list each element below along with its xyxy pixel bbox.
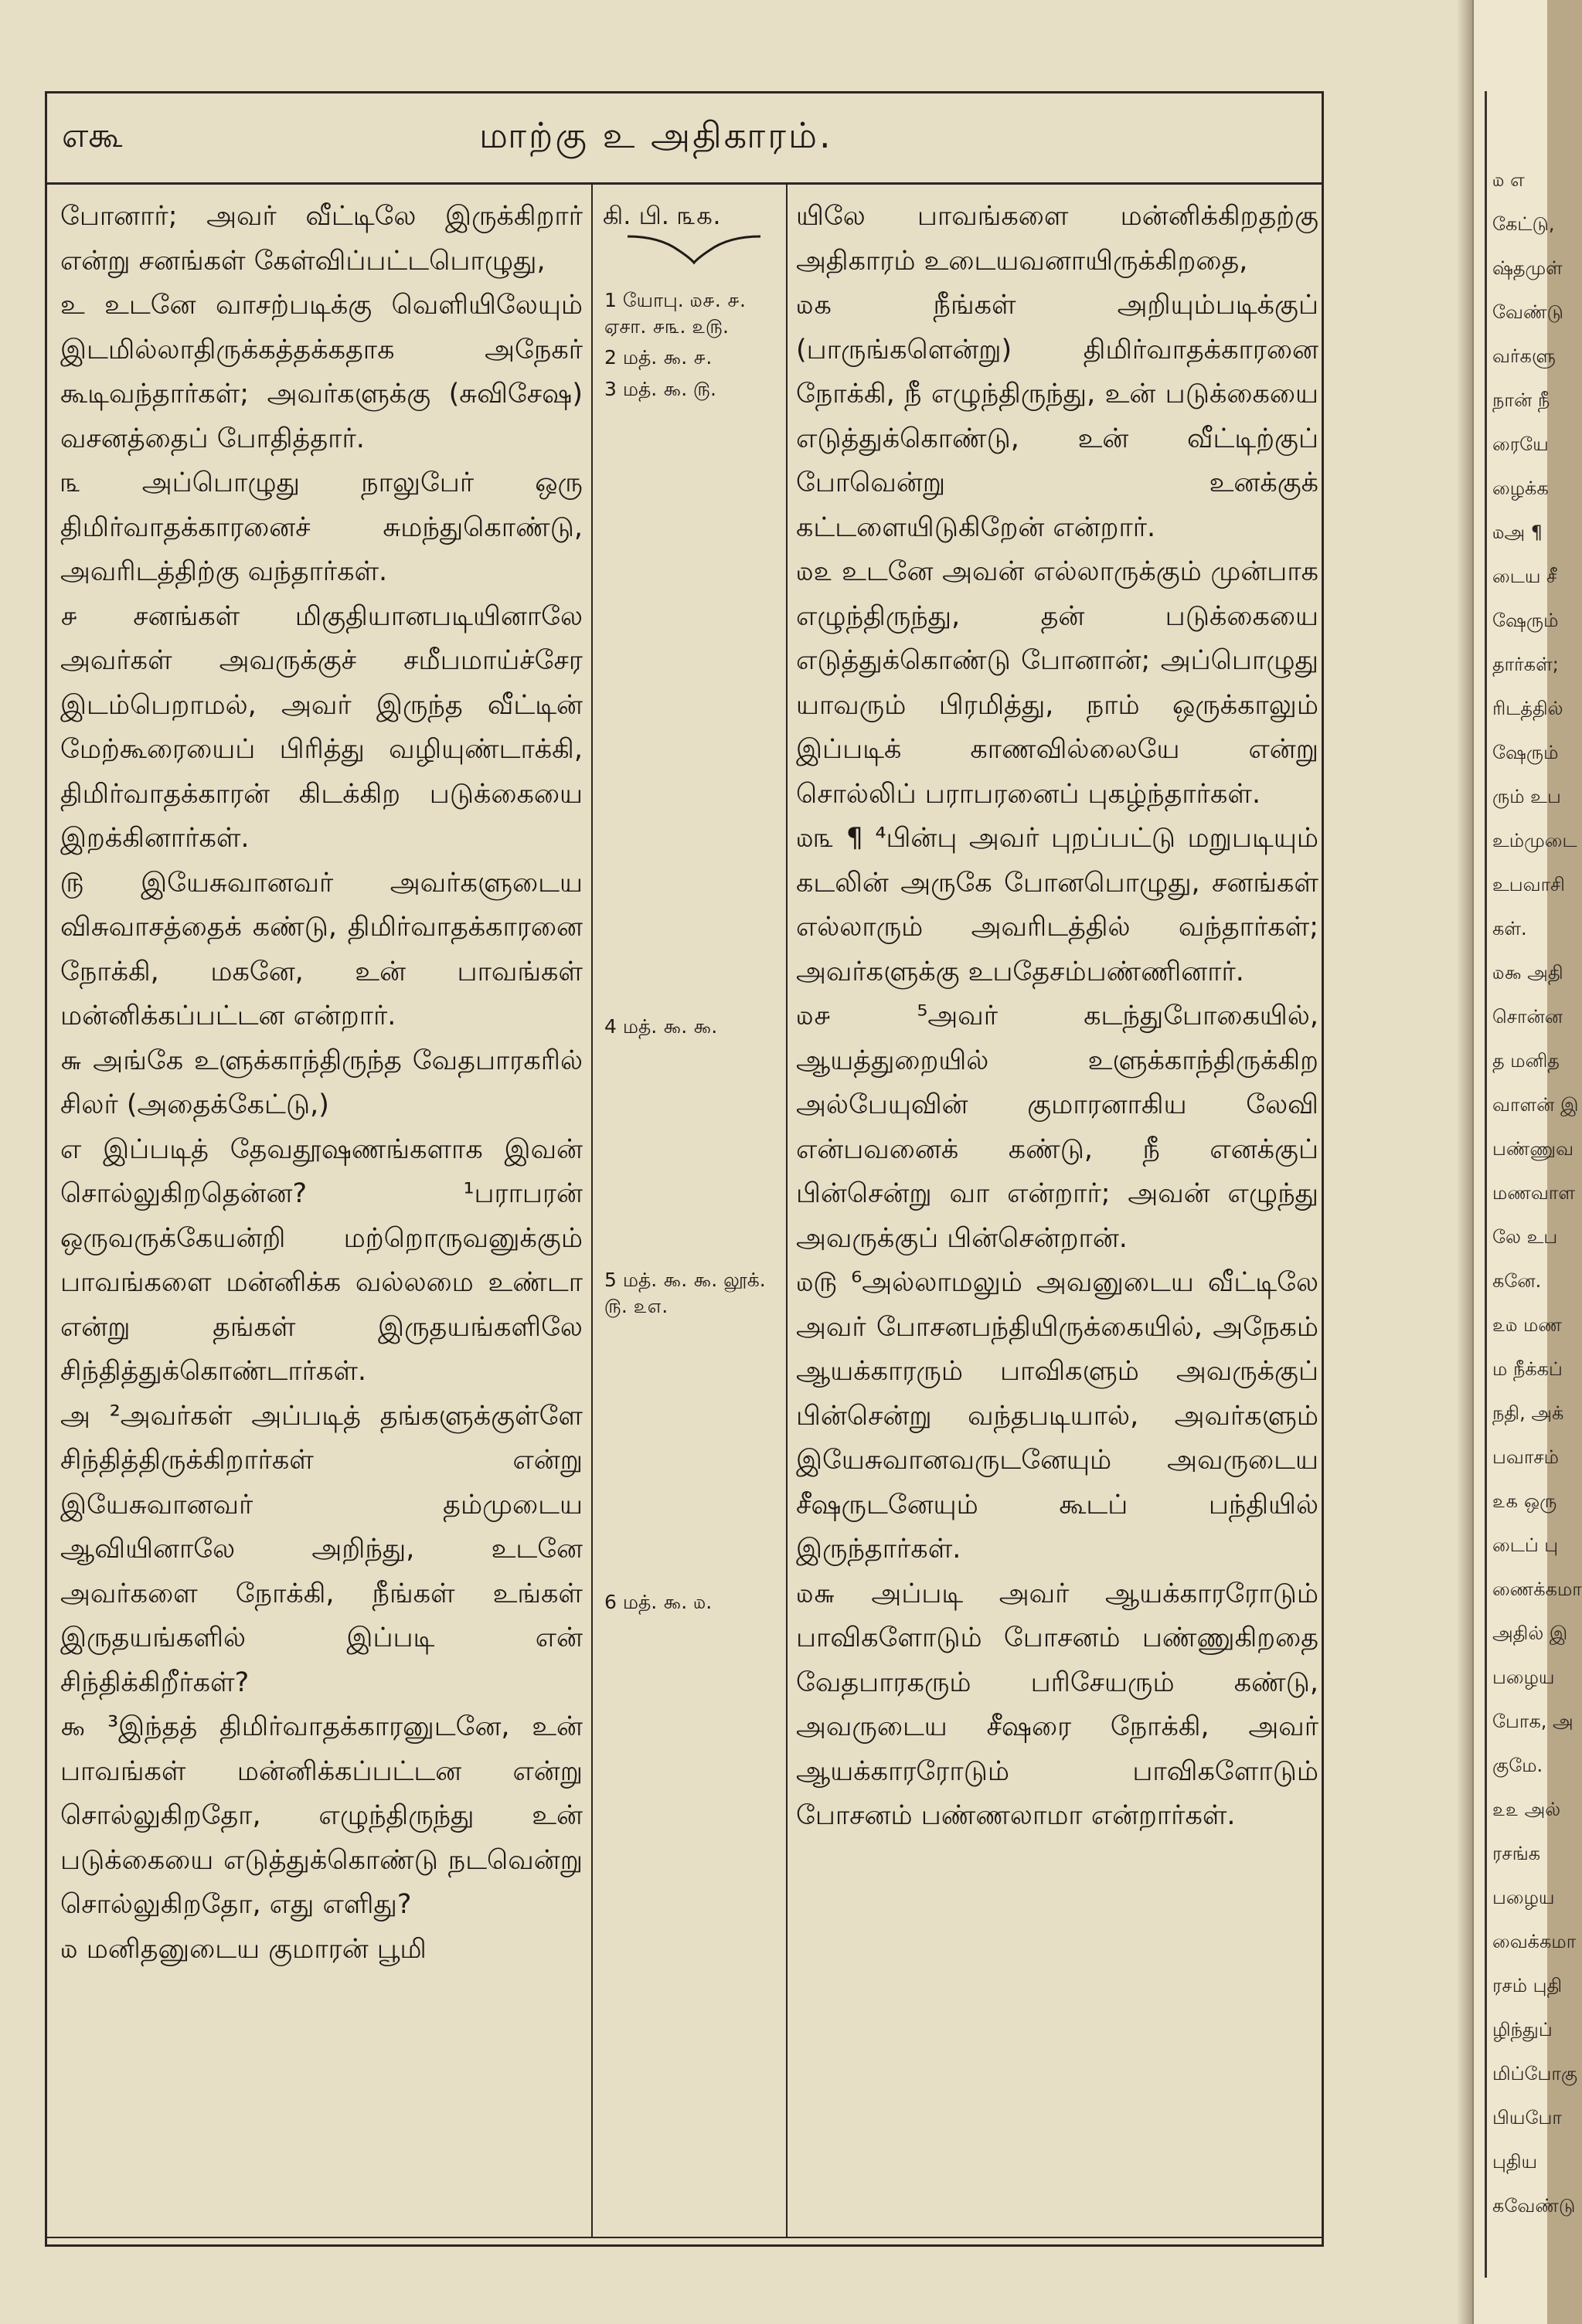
next-page-line: தார்கள்; bbox=[1492, 654, 1559, 675]
next-page-text bbox=[1492, 158, 1582, 2228]
next-page-line: ம நீக்கப் bbox=[1492, 1358, 1563, 1380]
verse-paragraph: ௩ அப்பொழுது நாலுபேர் ஒரு திமிர்வாதக்காரனைச் சுமந்துகொண்டு, அவரிடத்திற்கு வந்தார்கள். bbox=[60, 467, 583, 587]
next-page-line: சொன்ன bbox=[1492, 1006, 1563, 1028]
next-page-line: ௨௰ மண bbox=[1492, 1314, 1562, 1336]
column-rule-right bbox=[786, 182, 788, 2237]
next-page-line: பவாசம் bbox=[1492, 1446, 1559, 1468]
verse-paragraph: எ இப்படித் தேவதூஷணங்களாக இவன் சொல்லுகிறதென்ன? ¹பராபரன் ஒருவருக்கேயன்றி மற்றொருவனுக்கும் பாவங்களை மன்னிக்க வல்லமை உண்டா என்று தங்கள் இருதயங்களிலே சிந்தித்துக்கொண்டார்கள். bbox=[60, 1133, 583, 1387]
next-page-line: ணைக்கமா bbox=[1492, 1578, 1582, 1600]
next-page-line: ௰௯ அதி bbox=[1492, 962, 1563, 984]
header-rule bbox=[45, 182, 1324, 185]
next-page-line: ஷேரும் bbox=[1492, 610, 1559, 631]
next-page-line: கேட்டு, bbox=[1492, 213, 1555, 235]
next-page-edge bbox=[1472, 0, 1582, 2324]
next-page-line: ரும் உப bbox=[1492, 786, 1561, 807]
verse-paragraph: ௰௬ அப்படி அவர் ஆயக்காரரோடும் பாவிகளோடும் போசனம் பண்ணுகிறதை வேதபாரகரும் பரிசேயரும் கண்டு, அவருடைய சீஷரை நோக்கி, அவர் ஆயக்காரரோடும் பாவிகளோடும் போசனம் பண்ணலாமா என்றார்கள். bbox=[796, 1578, 1318, 1831]
verse-paragraph: ௰௩ ¶ ⁴பின்பு அவர் புறப்பட்டு மறுபடியும் கடலின் அருகே போனபொழுது, சனங்கள் எல்லாரும் அவரிடத்தில் வந்தார்கள்; அவர்களுக்கு உபதேசம்பண்ணினார். bbox=[796, 823, 1318, 987]
verse-paragraph: ௫ இயேசுவானவர் அவர்களுடைய விசுவாசத்தைக் கண்டு, திமிர்வாதக்காரனை நோக்கி, மகனே, உன் பாவங்கள் மன்னிக்கப்பட்டன என்றார். bbox=[60, 867, 583, 1031]
next-page-line: நதி, அக் bbox=[1492, 1402, 1564, 1424]
next-page-line: ழைக்க bbox=[1492, 477, 1549, 499]
next-page-line: டைப் பு bbox=[1492, 1534, 1559, 1556]
next-page-line: பழைய bbox=[1492, 1887, 1555, 1908]
next-page-line: ஷ்தமுள் bbox=[1492, 257, 1563, 279]
brace-ornament bbox=[624, 232, 764, 266]
verse-paragraph: ௰௨ உடனே அவன் எல்லாருக்கும் முன்பாக எழுந்திருந்து, தன் படுக்கையை எடுத்துக்கொண்டு போனான்; அப்பொழுது யாவரும் பிரமித்து, நாம் ஒருக்காலும் இப்படிக் காணவில்லையே என்று சொல்லிப் பராபரனைப் புகழ்ந்தார்கள். bbox=[796, 556, 1318, 810]
next-page-line: மிப்போகு bbox=[1492, 2063, 1578, 2084]
next-page-line: உம்முடை bbox=[1492, 830, 1577, 851]
verse-paragraph: ௬ அங்கே உளுக்காந்திருந்த வேதபாரகரில் சிலர் (அதைக்கேட்டு,) bbox=[60, 1045, 583, 1120]
verse-paragraph: போனார்; அவர் வீட்டிலே இருக்கிறார் என்று சனங்கள் கேள்விப்பட்டபொழுது, bbox=[60, 201, 583, 277]
cross-reference: 4 மத். ௯. ௯. bbox=[604, 1015, 718, 1038]
next-page-line: ௰ எ bbox=[1492, 169, 1525, 191]
cross-reference: 3 மத். ௯. ௫. bbox=[604, 378, 716, 400]
next-page-line: டைய சீ bbox=[1492, 566, 1557, 587]
next-page-line: கவேண்டு bbox=[1492, 2195, 1576, 2217]
next-page-line: ழிந்துப் bbox=[1492, 2019, 1553, 2040]
cross-reference: 5 மத். ௯. ௯. லூக். ௫. ௨௭. bbox=[604, 1269, 766, 1317]
page-number: எகூ bbox=[62, 116, 123, 155]
next-page-line: கனே. bbox=[1492, 1270, 1542, 1292]
next-page-line: அதில் இ bbox=[1492, 1622, 1568, 1644]
column-rule-left bbox=[591, 182, 593, 2237]
next-page-line: வைக்கமா bbox=[1492, 1931, 1577, 1952]
next-page-line: பழைய bbox=[1492, 1667, 1555, 1688]
next-page-line: ரசம் புதி bbox=[1492, 1975, 1563, 1996]
verse-paragraph: ௰௪ ⁵அவர் கடந்துபோகையில், ஆயத்துறையில் உளுக்காந்திருக்கிற அல்பேயுவின் குமாரனாகிய லேவி என்பவனைக் கண்டு, நீ எனக்குப் பின்சென்று வா என்றார்; அவன் எழுந்து அவருக்குப் பின்சென்றான். bbox=[796, 1001, 1318, 1254]
next-page-line: உபவாசி bbox=[1492, 874, 1565, 895]
verse-paragraph: ௪ சனங்கள் மிகுதியானபடியினாலே அவர்கள் அவருக்குச் சமீபமாய்ச்சேர இடம்பெறாமல், அவர் இருந்த வீட்டின் மேற்கூரையைப் பிரித்து வழியுண்டாக்கி, திமிர்வாதக்காரன் கிடக்கிற படுக்கையை இறக்கினார்கள். bbox=[60, 600, 583, 854]
next-page-line: குமே. bbox=[1492, 1755, 1543, 1776]
verse-paragraph: அ ²அவர்கள் அப்படித் தங்களுக்குள்ளே சிந்தித்திருக்கிறார்கள் என்று இயேசுவானவர் தம்முடைய ஆவியினாலே அறிந்து, உடனே அவர்களை நோக்கி, நீங்கள் உங்கள் இருதயங்களில் இப்படி என் சிந்திக்கிறீர்கள்? bbox=[60, 1400, 583, 1698]
verse-paragraph: யிலே பாவங்களை மன்னிக்கிறதற்கு அதிகாரம் உடையவனாயிருக்கிறதை, bbox=[796, 201, 1318, 277]
footer-rule bbox=[45, 2237, 1324, 2238]
gutter-shadow bbox=[1457, 0, 1472, 2324]
next-page-line: வேண்டு bbox=[1492, 301, 1563, 323]
next-page-line: வர்களு bbox=[1492, 345, 1556, 367]
next-page-rule bbox=[1485, 91, 1487, 2278]
verse-paragraph: ௰ மனிதனுடைய குமாரன் பூமி bbox=[60, 1933, 427, 1965]
next-page-line: நான் நீ bbox=[1492, 389, 1550, 411]
left-column bbox=[60, 195, 583, 1972]
next-page-line: பியபோ bbox=[1492, 2107, 1562, 2129]
running-title: மாற்கு உ அதிகாரம். bbox=[479, 114, 833, 156]
next-page-line: ௨௨ அல் bbox=[1492, 1799, 1561, 1820]
cross-reference: 2 மத். ௯. ௪. bbox=[604, 346, 713, 369]
next-page-line: த மனித bbox=[1492, 1050, 1560, 1072]
next-page-line: ஷேரும் bbox=[1492, 742, 1559, 763]
next-page-line: ரிடத்தில் bbox=[1492, 698, 1563, 719]
next-page-line: புதிய bbox=[1492, 2151, 1538, 2173]
verse-paragraph: ௰௧ நீங்கள் அறியும்படிக்குப் (பாருங்களென்று) திமிர்வாதக்காரனை நோக்கி, நீ எழுந்திருந்து, உன் படுக்கையை எடுத்துக்கொண்டு, உன் வீட்டிற்குப் போவென்று உனக்குக் கட்டளையிடுகிறேன் என்றார். bbox=[796, 290, 1318, 543]
next-page-line: போக, அ bbox=[1492, 1711, 1573, 1732]
verse-paragraph: ௰௫ ⁶அல்லாமலும் அவனுடைய வீட்டிலே அவர் போசனபந்தியிருக்கையில், அநேகம் ஆயக்காரரும் பாவிகளும் அவருக்குப் பின்சென்று வந்தபடியால், அவர்களும் இயேசுவானவருடனேயும் அவருடைய சீஷருடனேயும் கூடப் பந்தியில் இருந்தார்கள். bbox=[796, 1267, 1318, 1565]
next-page-line: ௰அ ¶ bbox=[1492, 522, 1543, 543]
verse-paragraph: உ உடனே வாசற்படிக்கு வெளியிலேயும் இடமில்லாதிருக்கத்தக்கதாக அநேகர் கூடிவந்தார்கள்; அவர்களுக்கு (சுவிசேஷ) வசனத்தைப் போதித்தார். bbox=[60, 290, 583, 454]
cross-reference: 6 மத். ௯. ௰. bbox=[604, 1591, 713, 1613]
next-page-line: ரையே bbox=[1492, 433, 1549, 455]
next-page-line: பண்ணுவ bbox=[1492, 1138, 1574, 1160]
next-page-line: ௨௧ ஒரு bbox=[1492, 1490, 1557, 1512]
right-column bbox=[796, 195, 1318, 1839]
cross-reference: 1 யோபு. ௰௪. ௪. ஏசா. ௪௩. ௨௫. bbox=[604, 289, 746, 338]
next-page-line: வாளன் இ bbox=[1492, 1094, 1579, 1116]
reference-heading: கி. பி. ௩௧. bbox=[603, 201, 721, 230]
next-page-line: கள். bbox=[1492, 918, 1527, 939]
next-page-line: லே உப bbox=[1492, 1226, 1558, 1248]
next-page-line: ரசங்க bbox=[1492, 1843, 1541, 1864]
next-page-line: மணவாள bbox=[1492, 1182, 1576, 1204]
verse-paragraph: ௯ ³இந்தத் திமிர்வாதக்காரனுடனே, உன் பாவங்கள் மன்னிக்கப்பட்டன என்று சொல்லுகிறதோ, எழுந்திருந்து உன் படுக்கையை எடுத்துக்கொண்டு நடவென்று சொல்லுகிறதோ, எது எளிது? bbox=[60, 1711, 583, 1920]
